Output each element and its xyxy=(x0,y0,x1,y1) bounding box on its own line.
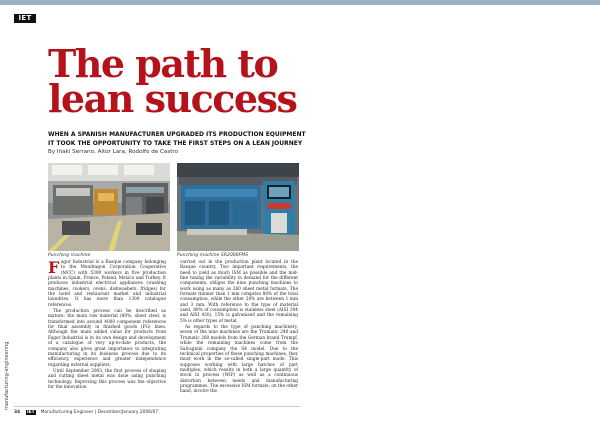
title-line-2: lean success xyxy=(48,76,297,121)
body-paragraph: Until September 2003, the first process of shaping and cutting sheet metal was done using punching technology. Improving this process was the objective for the innovation xyxy=(48,368,166,390)
page-footer xyxy=(14,410,158,415)
body-column-1 xyxy=(48,260,166,391)
iet-logo: IET xyxy=(14,14,36,23)
side-tag-label: manufacturing-engineering xyxy=(4,341,10,410)
footer-logo: IET xyxy=(27,410,35,415)
paragraph-text: agor Industrial is a Basque company belonging to the Mondragon Corporation Cooperative (MCC) with 5300 workers in five production plants in Spain, France, Poland, Mexico and Turkey. It produces industrial electrical appliances (washing machines, cookers, ovens, dishwashers, fridges) for the hotel and restaurant market and industrial laundries. It has more than 1300 catalogue references. xyxy=(48,260,166,308)
caption-punching-machine: Punching machine xyxy=(48,253,91,258)
article-title xyxy=(48,41,297,121)
body-paragraph: The production process can be described as mature; the main raw material (80%, sheet steel, is transformed into around 4000 component references for final assembly in finished goods (FG) lines. Although the main added value for products from Fagor Industrial is in its own design and development of a catalogue of very up-to-date products, the company also gives great importance to integrating manufacturing in its business process due to its efficiency, experience and greater independence regarding external suppliers. xyxy=(48,309,166,368)
body-paragraph: carried out in the production plant located in the Basque country. Two important requirements, the need to yield as much ISM as possible and the mid-fine tuning the variability in demand for the different components, obliges the nine punching machines to work using as many as 260 sheet metal formats. The formats thinner than 1 mm comprise 80% of the total consumption, while the other 20% are between 1 mm and 3 mm. With reference to the type of material used, 80% of consumption is stainless steel (AISI 304 and AISI 430), 15% is galvanised and the remaining 5% is other types of metal. xyxy=(180,260,298,324)
punching-machine-sr2000fms-photo xyxy=(177,163,299,251)
byline: By Iñaki Serrano, Aitor Lara, Rodolfo de Castro xyxy=(48,149,179,155)
drop-cap: F xyxy=(48,258,60,277)
body-column-2 xyxy=(180,260,298,396)
top-bar xyxy=(0,0,600,5)
body-paragraph: As regards to the type of punching machinery, seven of the nine machines are the Trumatic 240 and Trumatic 260 models from the German brand Trumpf, while the remaining machines come from the Salvagnini company the S4 model. Due to the technical properties of these punching machines, they must work in the so-called single-part mode. This supposes working with large batches of part multiples, which results in both a large quantity of stock in process (WIP) as well as a continuous distortion between needs and manufacturing programmes. The excessive ISM formats, on the other hand, involve the xyxy=(180,325,298,395)
body-paragraph xyxy=(48,260,166,308)
page-number: 34 xyxy=(14,410,21,415)
punching-machine-photo xyxy=(48,163,170,251)
side-tag xyxy=(2,330,11,410)
title-line-1: The path to xyxy=(48,41,278,86)
footer-text: Manufacturing Engineer | December/January 2006/07 xyxy=(40,410,159,415)
caption-sr2000fms: Punching machine SR2000FMS xyxy=(177,253,249,258)
standfirst: WHEN A SPANISH MANUFACTURER UPGRADED ITS PRODUCTION EQUIPMENT IT TOOK THE OPPORTUNITY TO TAKE THE FIRST STEPS ON A LEAN JOURNEY xyxy=(48,131,306,147)
footer-rule xyxy=(14,406,300,407)
